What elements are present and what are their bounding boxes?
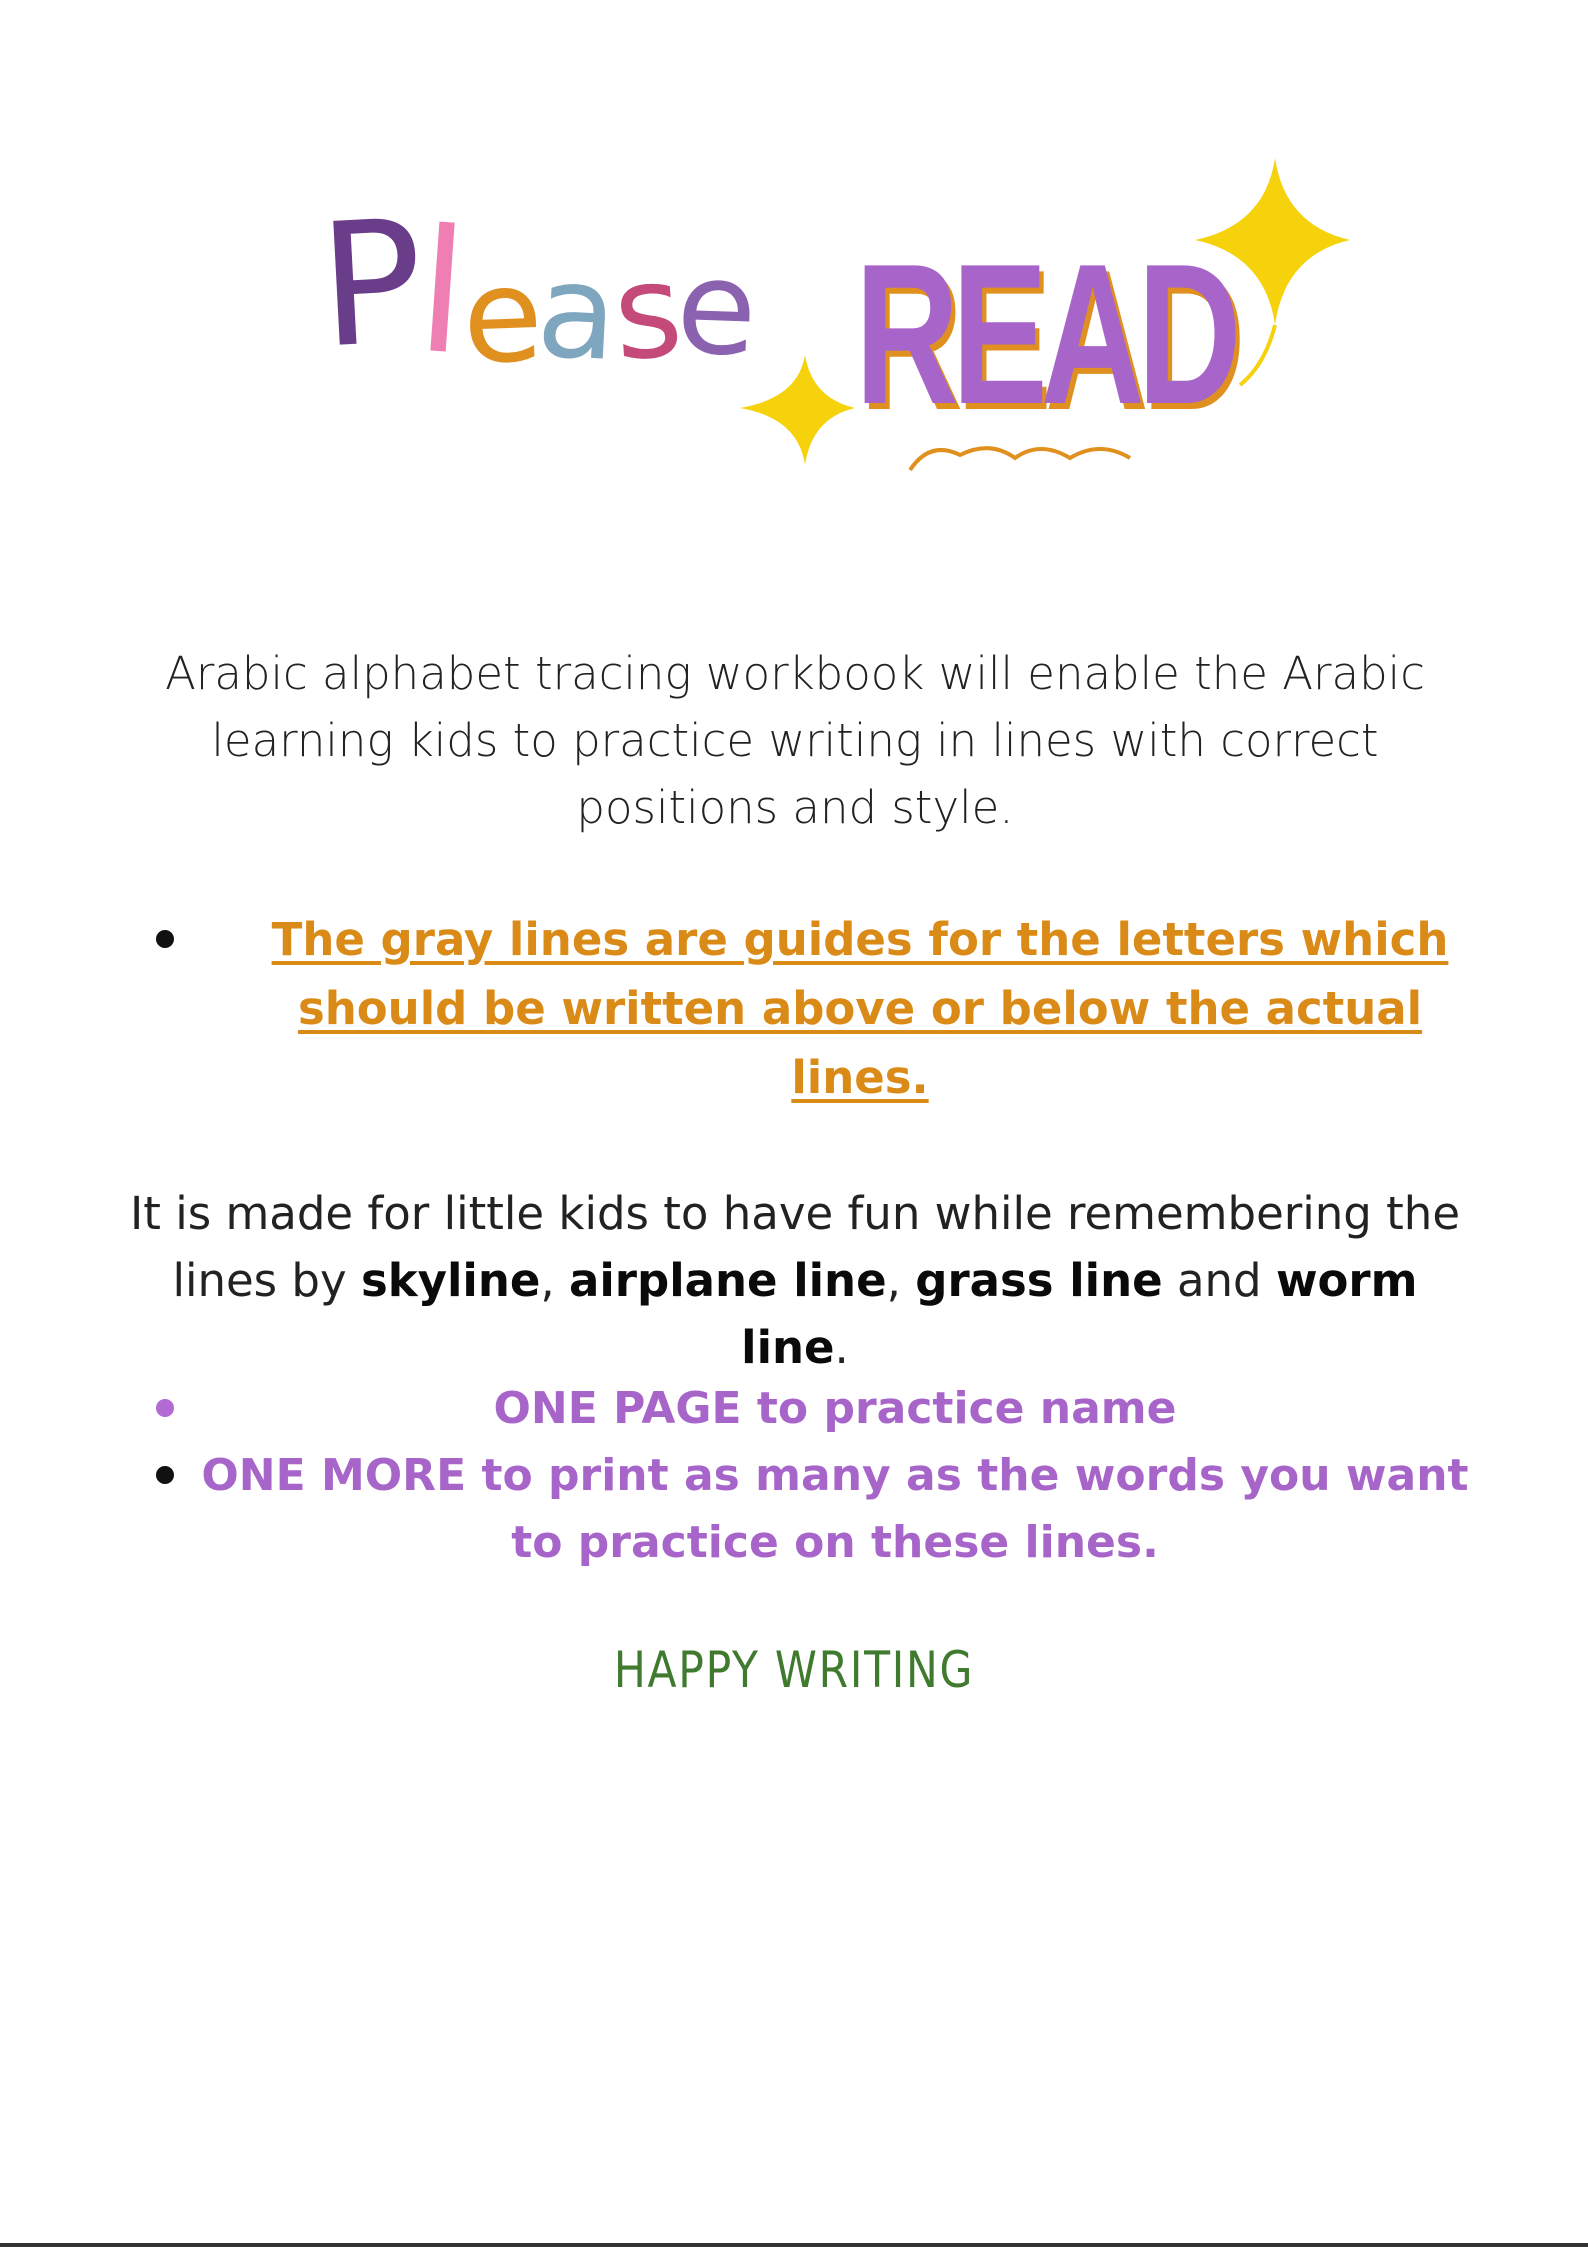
practice-bullet-item	[140, 1442, 1470, 1576]
practice-bullet-text: ONE MORE to print as many as the words you want to practice on these lines.	[201, 1450, 1469, 1568]
happy-writing-text: HAPPY WRITING	[613, 1641, 975, 1699]
please-letter: P	[314, 183, 424, 387]
bullet-dot-icon	[156, 930, 174, 948]
lines-paragraph	[120, 1180, 1470, 1381]
and-text: and	[1162, 1254, 1276, 1307]
sparkle-stem-icon	[1240, 325, 1275, 385]
lines-paragraph-intro: It is made for little kids to have fun while remembering the lines by	[129, 1187, 1461, 1307]
separator: ,	[540, 1254, 569, 1307]
please-letter: e	[459, 238, 541, 394]
squiggle-icon	[910, 448, 1130, 470]
please-letter: s	[609, 233, 684, 391]
airplane-line-term: airplane line	[569, 1254, 887, 1307]
please-letter: a	[533, 234, 617, 390]
practice-bullet-text: ONE PAGE to practice name	[493, 1383, 1177, 1434]
please-letter: e	[674, 230, 756, 386]
read-word: READ	[855, 223, 1235, 446]
please-letter: l	[411, 192, 469, 394]
bullet-dot-icon	[156, 1399, 174, 1417]
practice-bullet-item	[140, 1375, 1470, 1442]
guide-bullet-list	[140, 905, 1470, 1112]
please-read-title	[300, 140, 1400, 470]
intro-paragraph: Arabic alphabet tracing workbook will enable the Arabic learning kids to practice writing in lines with correct positions and style.	[165, 647, 1425, 834]
separator: ,	[886, 1254, 916, 1307]
please-word	[314, 183, 756, 394]
guide-bullet-item	[140, 905, 1470, 1112]
grass-line-term: grass line	[915, 1254, 1163, 1307]
bullet-dot-icon	[156, 1466, 174, 1484]
guide-bullet-text: The gray lines are guides for the letters which should be written above or below the actual lines.	[271, 913, 1449, 1104]
practice-bullet-list	[140, 1375, 1470, 1576]
bottom-rule	[0, 2243, 1588, 2247]
period: .	[834, 1321, 849, 1374]
worm-line-term: worm line	[741, 1254, 1418, 1374]
sparkle-small-icon	[740, 355, 855, 465]
skyline-term: skyline	[360, 1254, 541, 1307]
